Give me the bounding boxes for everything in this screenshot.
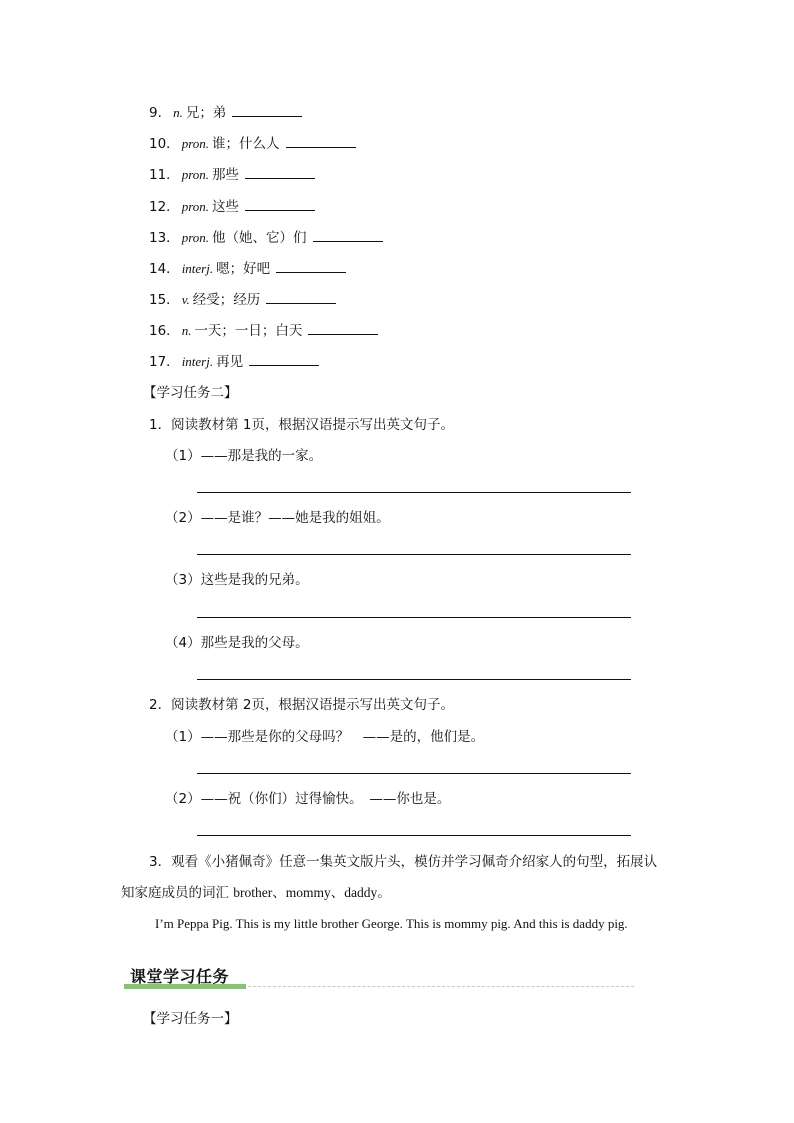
answer-blank[interactable] (245, 166, 315, 179)
q1-item-3: （3）这些是我的兄弟。 (165, 572, 309, 588)
item-number: 14． (149, 261, 180, 277)
vocab-item (149, 291, 336, 309)
task1-heading: 【学习任务一】 (143, 1011, 238, 1027)
meaning: 兄；弟 (185, 105, 227, 121)
answer-blank[interactable] (308, 322, 378, 335)
meaning: 嗯；好吧 (216, 261, 271, 277)
question-3-line-1: 3．观看《小猪佩奇》任意一集英文版片头，模仿并学习佩奇介绍家人的句型，拓展认 (149, 854, 658, 870)
part-of-speech: pron. (181, 136, 210, 151)
item-number: 11． (149, 167, 180, 183)
section-title: 课堂学习任务 (130, 967, 230, 986)
meaning: 再见 (216, 354, 244, 370)
answer-blank[interactable] (276, 260, 346, 273)
item-number: 16． (149, 323, 180, 339)
vocab-item (149, 198, 315, 216)
q3-prefix: 知家庭成员的词汇 (121, 885, 229, 901)
part-of-speech: n. (181, 323, 192, 338)
answer-blank[interactable] (249, 353, 319, 366)
item-number: 9． (149, 105, 172, 121)
task2-heading: 【学习任务二】 (143, 385, 238, 401)
question-2: 2．阅读教材第 2页，根据汉语提示写出英文句子。 (149, 697, 454, 713)
answer-line[interactable] (197, 835, 631, 836)
vocab-item (149, 135, 356, 153)
vocab-item (149, 229, 383, 247)
answer-line[interactable] (197, 617, 631, 618)
answer-line[interactable] (197, 773, 631, 774)
peppa-quote: I’m Peppa Pig. This is my little brother George. This is mommy pig. And this is daddy pig. (155, 916, 628, 931)
vocab-item (149, 260, 346, 278)
meaning: 这些 (212, 199, 240, 215)
answer-blank[interactable] (232, 104, 302, 117)
part-of-speech: interj. (181, 261, 214, 276)
meaning: 经受；经历 (192, 292, 261, 308)
q3-words: brother、mommy、daddy。 (233, 885, 391, 900)
vocab-item (149, 104, 302, 122)
item-number: 15． (149, 292, 180, 308)
part-of-speech: pron. (181, 199, 210, 214)
q1-item-1: （1）——那是我的一家。 (165, 448, 323, 464)
vocab-item (149, 322, 378, 340)
part-of-speech: v. (181, 292, 190, 307)
answer-line[interactable] (197, 679, 631, 680)
answer-blank[interactable] (266, 291, 336, 304)
part-of-speech: n. (173, 105, 183, 120)
q1-item-2: （2）——是谁？——她是我的姐姐。 (165, 510, 390, 526)
item-number: 13． (149, 230, 180, 246)
meaning: 谁；什么人 (212, 136, 280, 152)
q1-item-4: （4）那些是我的父母。 (165, 635, 309, 651)
item-number: 12． (149, 199, 180, 215)
question-1: 1．阅读教材第 1页，根据汉语提示写出英文句子。 (149, 417, 454, 433)
answer-blank[interactable] (286, 135, 356, 148)
item-number: 17． (149, 354, 180, 370)
section-header (124, 962, 634, 992)
item-number: 10． (149, 136, 180, 152)
meaning: 一天；一日；白天 (194, 323, 303, 339)
answer-blank[interactable] (313, 229, 383, 242)
q2-item-1: （1）——那些是你的父母吗？ ——是的，他们是。 (165, 729, 485, 745)
answer-blank[interactable] (245, 198, 315, 211)
meaning: 他（她、它）们 (212, 230, 307, 246)
part-of-speech: interj. (181, 354, 214, 369)
part-of-speech: pron. (181, 167, 210, 182)
question-3-line-2 (121, 884, 391, 902)
part-of-speech: pron. (181, 230, 210, 245)
section-divider (248, 986, 634, 987)
meaning: 那些 (212, 167, 240, 183)
answer-line[interactable] (197, 492, 631, 493)
answer-line[interactable] (197, 554, 631, 555)
q2-item-2: （2）——祝（你们）过得愉快。 ——你也是。 (165, 791, 451, 807)
vocab-item (149, 353, 319, 371)
vocab-item (149, 166, 315, 184)
